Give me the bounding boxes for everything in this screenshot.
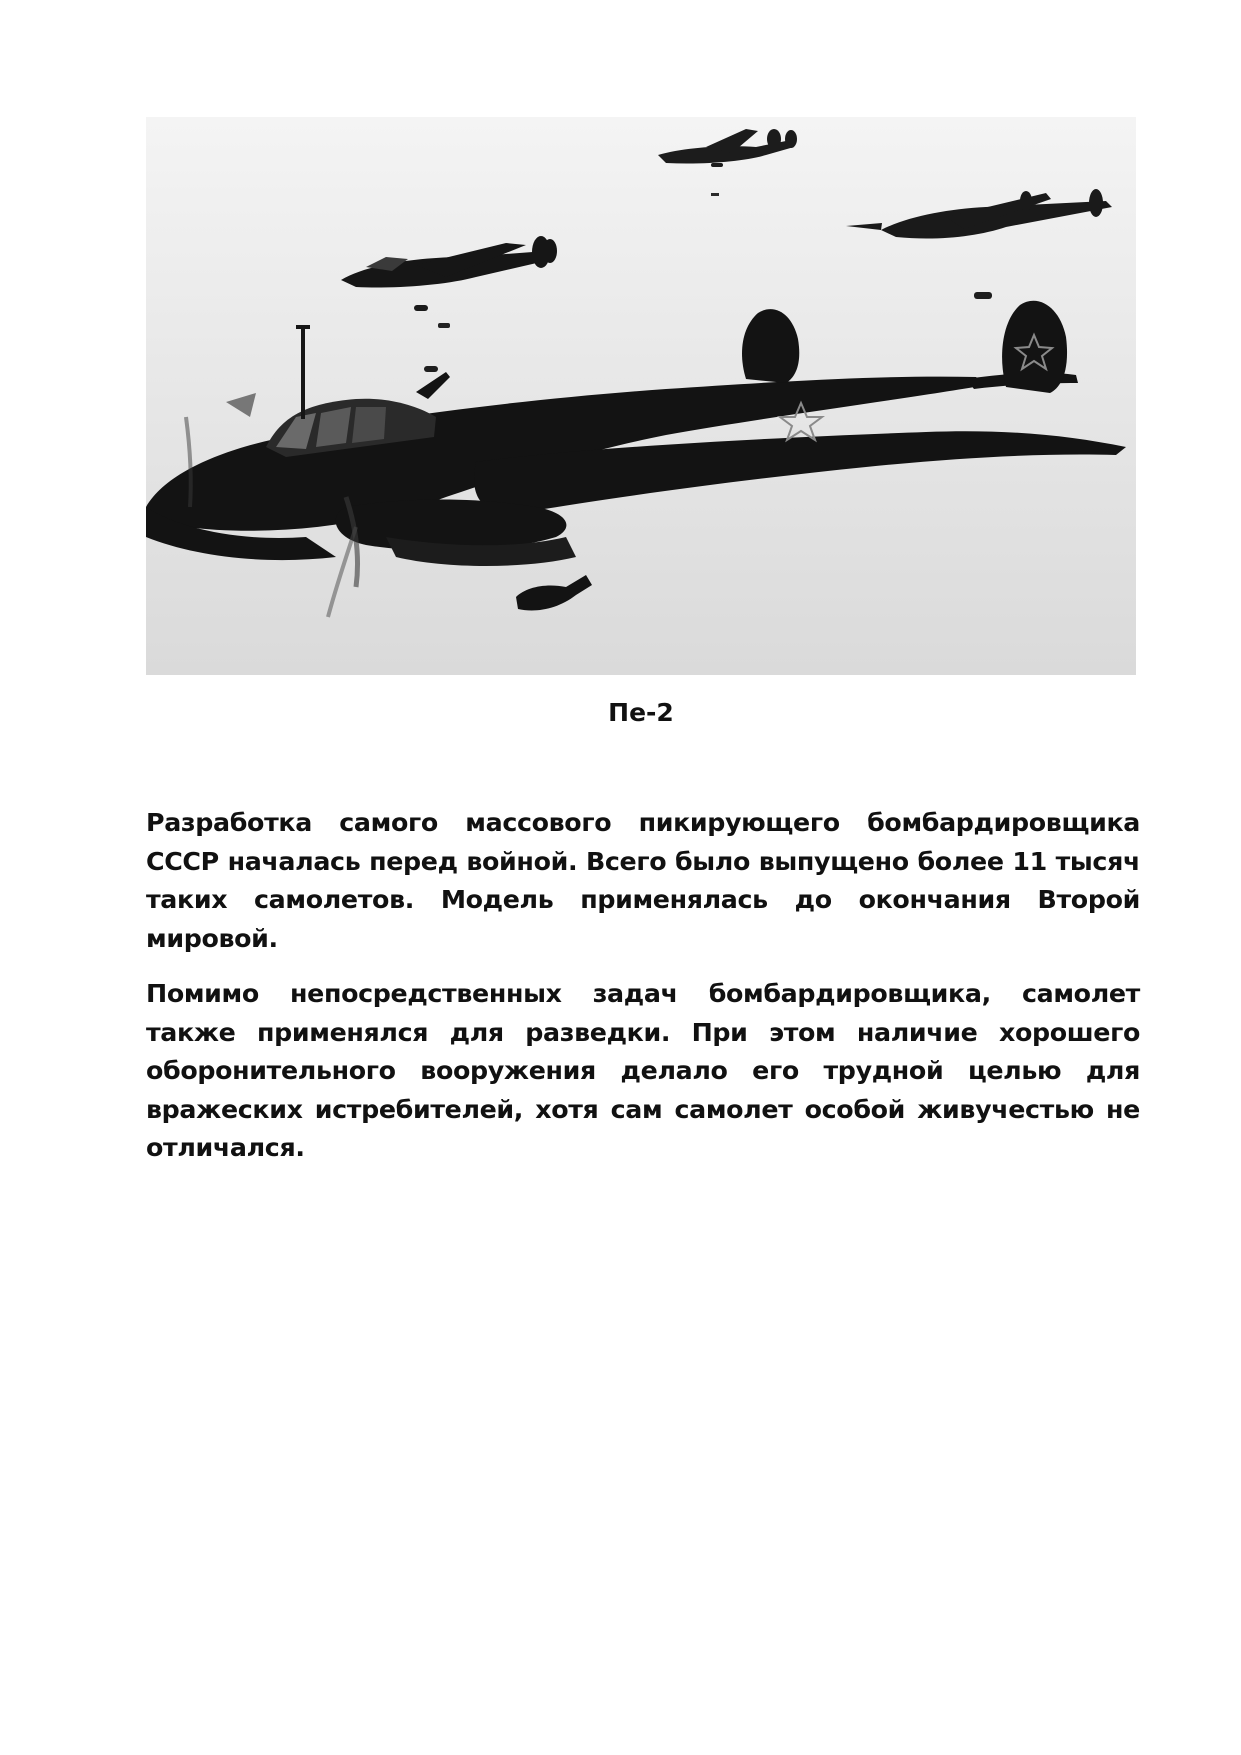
article-body <box>146 804 1140 1185</box>
figure-caption: Пе-2 <box>608 698 674 727</box>
paragraph-history: Разработка самого массового пикирующего бомбардировщика СССР началась перед войной. Всего было выпущено более 11 тысяч таких самолетов. Модель применялась до окончания Второй мировой. <box>146 808 1140 953</box>
bomb-falling-3 <box>414 305 428 311</box>
bomb-falling-5 <box>424 366 438 372</box>
bomb-falling-2 <box>974 292 992 299</box>
pe2-formation-illustration <box>146 117 1136 675</box>
paragraph-usage: Помимо непосредственных задач бомбардировщика, самолет также применялся для разведки. При этом наличие хорошего оборонительного вооружения делало его трудной целью для вражеских истребителей, хотя сам самолет особой живучестью не отличался. <box>146 979 1140 1162</box>
bomb-falling-4 <box>438 323 450 328</box>
bomb-falling-1 <box>711 193 719 196</box>
aircraft-photo <box>146 117 1136 675</box>
